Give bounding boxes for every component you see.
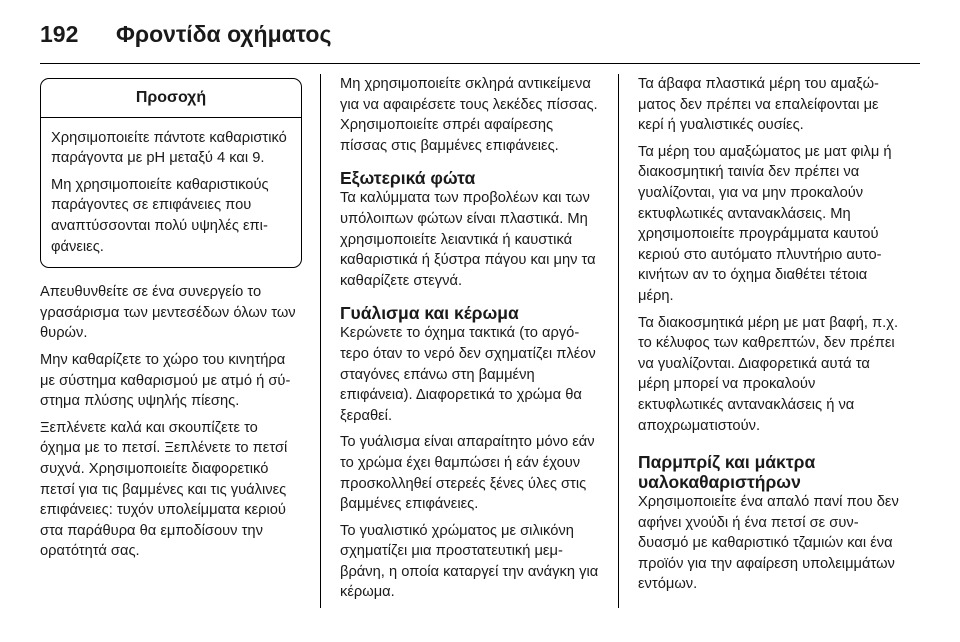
warning-title: Προσοχή	[41, 79, 301, 118]
column-1	[40, 74, 302, 568]
paragraph-matt-paint: Τα διακοσμητικά μέρη με ματ βαφή, π.χ. το κέλυφος των καθρεπτών, δεν πρέπει να γυαλίζονται. Διαφορετικά αυτά τα μέρη μπορεί να προκαλούν εκτυφλωτικές αντανακλάσεις ή να αποχρωματιστούν.	[638, 314, 899, 434]
column-divider-2	[618, 74, 619, 608]
column-2	[340, 74, 602, 609]
warning-body	[41, 118, 301, 268]
heading-exterior-lights: Εξωτερικά φώτα	[340, 168, 476, 189]
heading-polish-wax: Γυάλισμα και κέρωμα	[340, 303, 519, 324]
paragraph-windows: Χρησιμοποιείτε ένα απαλό πανί που δεν αφήνει χνούδι ή ένα πετσί σε συνδυασμό με καθαριστικό τζαμιών και ένα προϊόν για την αφαίρεση υπολειμμάτων εντόμων.	[638, 494, 899, 593]
warning-paragraph: Μη χρησιμοποιείτε καθαριστικούς παράγοντες σε επιφάνειες που αναπτύσσονται πολύ υψηλές επιφάνειες.	[51, 176, 269, 255]
heading-windows-line-1: Παρμπρίζ και μάκτρα	[638, 452, 816, 473]
header-rule	[40, 63, 920, 64]
paragraph-plastic: Τα άβαφα πλαστικά μέρη του αμαξώματος δεν πρέπει να επαλείφονται με κερί ή γυαλιστικές ουσίες.	[638, 76, 879, 134]
paragraph-hinges: Απευθυνθείτε σε ένα συνεργείο το γρασάρισμα των μεντεσέδων όλων των θυρών.	[40, 284, 296, 342]
paragraph-matt-film: Τα μέρη του αμαξώματος με ματ φιλμ ή διακοσμητική ταινία δεν πρέπει να γυαλίζονται, για να μην προκαλούν εκτυφλωτικές αντανακλάσεις. Μη χρησιμοποιείτε προγράμματα καυτού κεριού στο αυτόματο πλυντήριο αυτοκινήτων αν το όχημα διαθέτει τέτοια μέρη.	[638, 143, 892, 304]
column-3	[638, 74, 900, 601]
paragraph-polish-1: Κερώνετε το όχημα τακτικά (το αργότερο όταν το νερό δεν σχηματίζει πλέον σταγόνες επάνω στη βαμμένη επιφάνεια). Διαφορετικά το χρώμα θα ξεραθεί.	[340, 325, 596, 424]
page-title: Φροντίδα οχήματος	[116, 20, 332, 47]
paragraph-polish-3: Το γυαλιστικό χρώματος με σιλικόνη σχηματίζει μια προστατευτική μεμβράνη, η οποία καταργεί την ανάγκη για κέρωμα.	[340, 522, 599, 601]
column-divider-1	[320, 74, 321, 608]
heading-windows-wipers	[638, 452, 900, 492]
paragraph-polish-2: Το γυάλισμα είναι απαραίτητο μόνο εάν το χρώμα έχει θαμπώσει ή εάν έχουν προσκολληθεί στερεές ξένες ύλες στις βαμμένες επιφάνειες.	[340, 434, 595, 513]
paragraph-lights: Τα καλύμματα των προβολέων και των υπόλοιπων φώτων είναι πλαστικά. Μη χρησιμοποιείτε λειαντικά ή καυστικά καθαριστικά ή ξύστρα πάγου και μην τα καθαρίζετε στεγνά.	[340, 190, 596, 289]
page-header	[40, 14, 920, 54]
heading-windows-line-2: υαλοκαθαριστήρων	[638, 472, 801, 493]
paragraph-rinse: Ξεπλένετε καλά και σκουπίζετε το όχημα με το πετσί. Ξεπλένετε το πετσί συχνά. Χρησιμοποιείτε διαφορετικό πετσί για τις βαμμένες και τις γυάλινες επιφάνειες: τυχόν υπολείμματα κεριού στα παράθυρα θα εμποδίσουν την ορατότητά σας.	[40, 419, 288, 560]
warning-paragraph: Χρησιμοποιείτε πάντοτε καθαριστικό παράγοντα με pH μεταξύ 4 και 9.	[51, 129, 287, 167]
page-number: 192	[40, 20, 79, 47]
paragraph-tar: Μη χρησιμοποιείτε σκληρά αντικείμενα για να αφαιρέσετε τους λεκέδες πίσσας. Χρησιμοποιείτε σπρέι αφαίρεσης πίσσας στις βαμμένες επιφάνειες.	[340, 76, 598, 154]
warning-box	[40, 78, 302, 268]
paragraph-engine: Μην καθαρίζετε το χώρο του κινητήρα με σύστημα καθαρισμού με ατμό ή σύστημα πλύσης υψηλής πίεσης.	[40, 351, 291, 410]
